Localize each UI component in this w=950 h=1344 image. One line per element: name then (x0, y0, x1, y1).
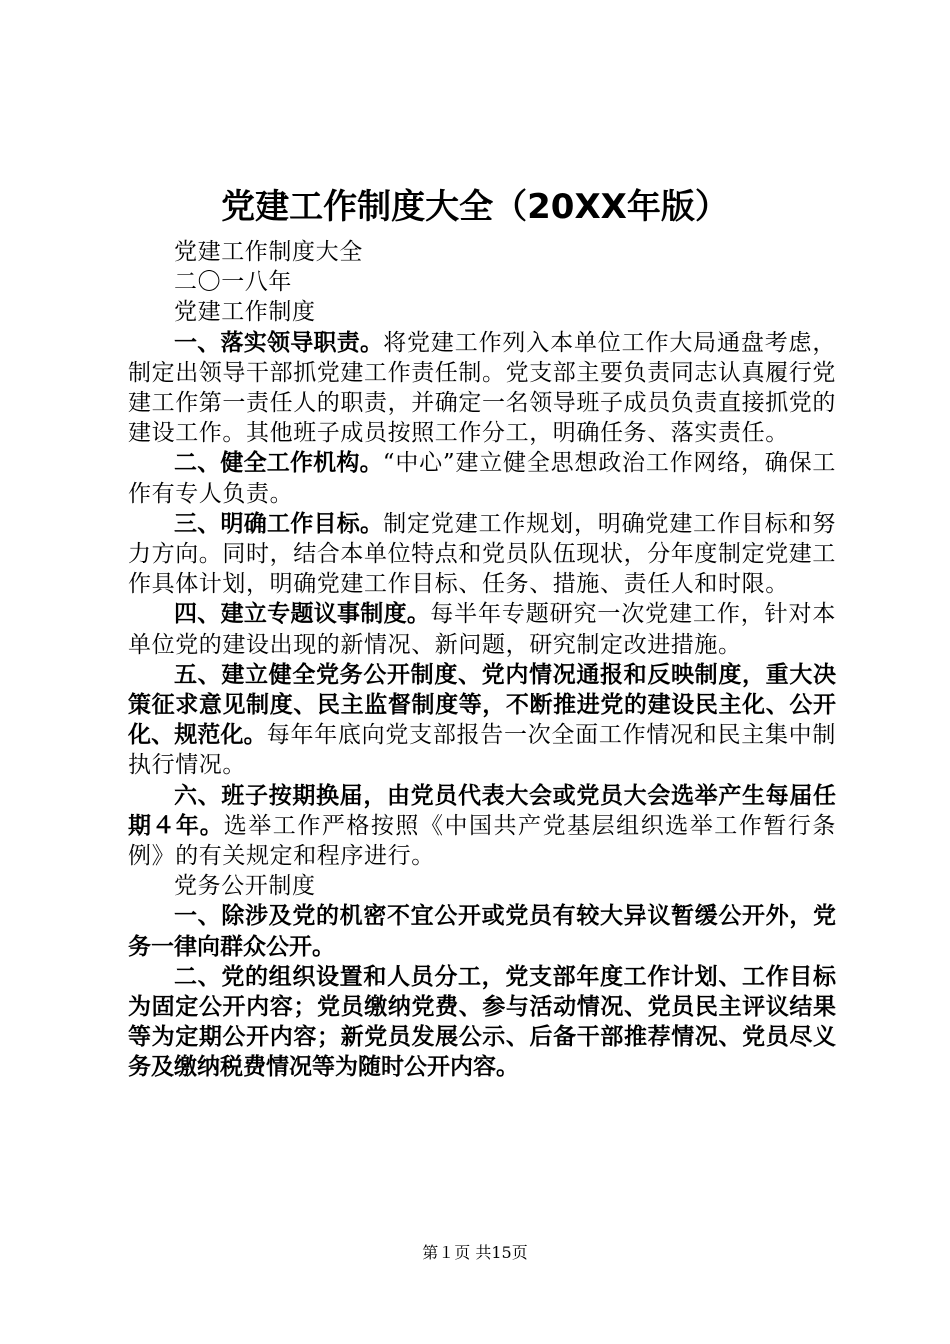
section-heading: 党务公开制度 (174, 873, 316, 900)
paragraph (128, 599, 836, 659)
document-title: 党建工作制度大全（20XX年版） (221, 187, 729, 227)
paragraph-text: “中心”建立健全思想政治工作网络，确保工作有专人负责。 (128, 450, 836, 507)
paragraph-lead: 五、建立健全党务公开制度、党内情况通报和反映制度，重大决策征求意见制度、民主监督制度等，不断推进党的建设民主化、公开化、规范化。 (128, 661, 836, 749)
document-body (128, 237, 836, 1083)
paragraph-lead: 三、明确工作目标。 (174, 510, 384, 537)
paragraph-lead: 一、落实领导职责。 (174, 329, 384, 356)
paragraph (128, 328, 836, 449)
paragraph-lead: 四、建立专题议事制度。 (174, 601, 431, 628)
paragraph-lead: 六、班子按期换届，由党员代表大会或党员大会选举产生每届任期４年。 (128, 782, 836, 839)
paragraph (128, 509, 836, 600)
intro-line: 二〇一八年 (174, 269, 292, 296)
paragraph (128, 660, 836, 781)
paragraph: 一、除涉及党的机密不宜公开或党员有较大异议暂缓公开外，党务一律向群众公开。 (128, 903, 836, 960)
paragraph: 二、党的组织设置和人员分工，党支部年度工作计划、工作目标为固定公开内容；党员缴纳党费、参与活动情况、党员民主评议结果等为定期公开内容；新党员发展公示、后备干部推荐情况、党员尽义务及缴纳税费情况等为随时公开内容。 (128, 963, 836, 1081)
section-heading: 党建工作制度 (174, 299, 316, 326)
paragraph-text: 每半年专题研究一次党建工作，针对本单位党的建设出现的新情况、新问题，研究制定改进措施。 (128, 601, 837, 658)
paragraph-text: 制定党建工作规划，明确党建工作目标和努力方向。同时，结合本单位特点和党员队伍现状，分年度制定党建工作具体计划，明确党建工作目标、任务、措施、责任人和时限。 (128, 510, 836, 598)
paragraph-text: 将党建工作列入本单位工作大局通盘考虑，制定出领导干部抓党建工作责任制。党支部主要负责同志认真履行党建工作第一责任人的职责，并确定一名领导班子成员负责直接抓党的建设工作。其他班子成员按照工作分工，明确任务、落实责任。 (128, 329, 836, 447)
paragraph-text: 每年年底向党支部报告一次全面工作情况和民主集中制执行情况。 (128, 722, 836, 779)
intro-line: 党建工作制度大全 (174, 239, 363, 265)
page-footer: 第１页 共15页 (422, 1243, 528, 1262)
paragraph-text: 选举工作严格按照《中国共产党基层组织选举工作暂行条例》的有关规定和程序进行。 (128, 812, 837, 870)
paragraph-lead: 二、健全工作机构。 (174, 450, 383, 477)
paragraph (128, 448, 836, 508)
paragraph (128, 781, 836, 872)
